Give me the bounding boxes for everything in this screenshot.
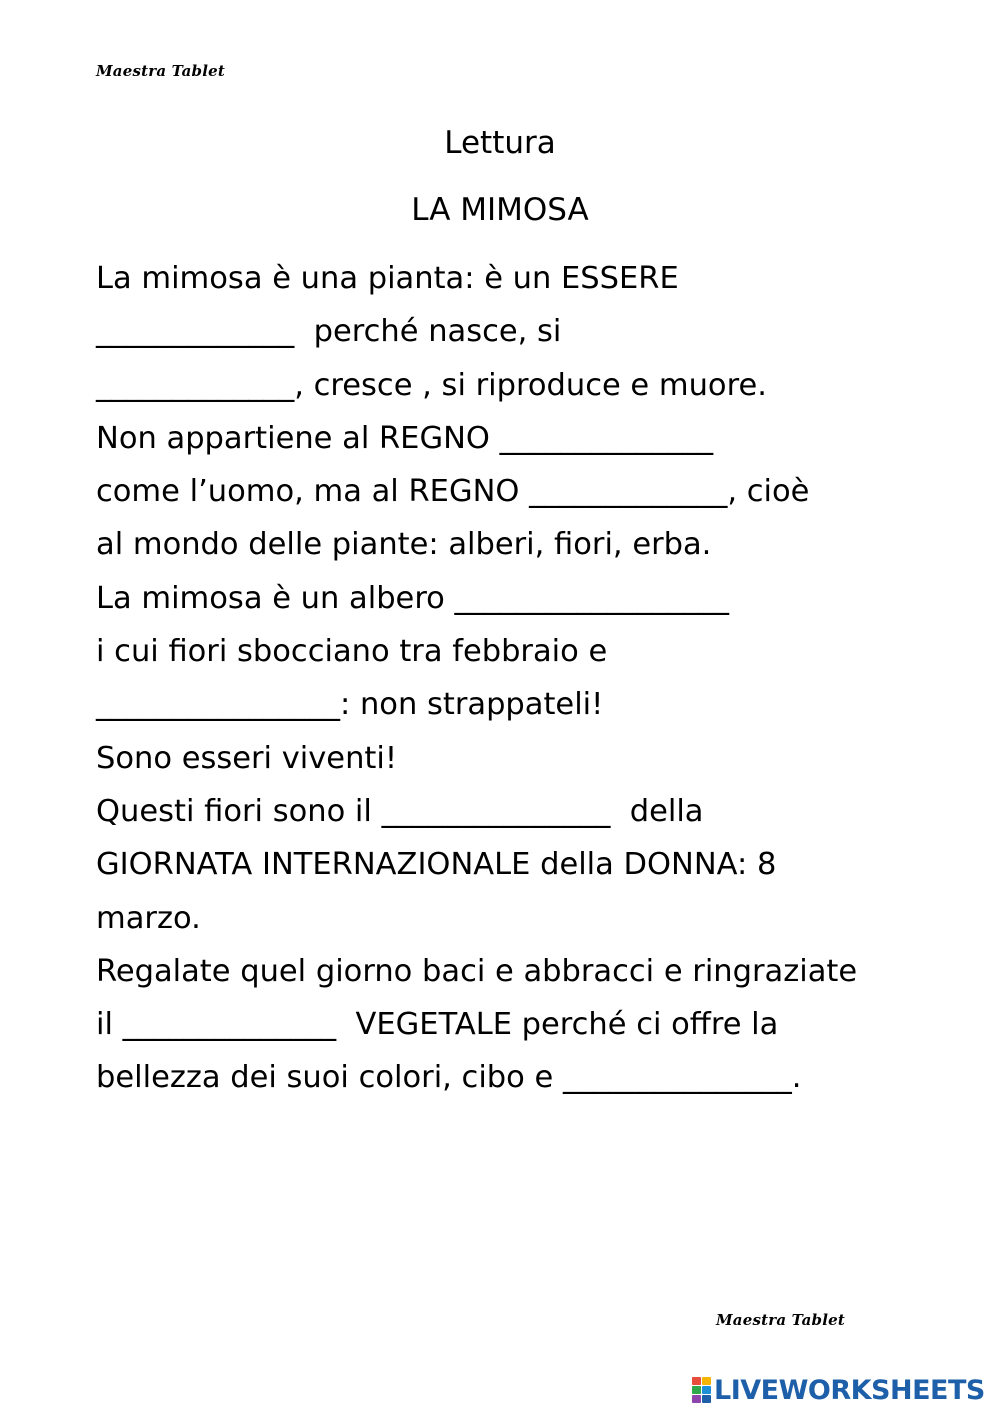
logo-cell — [702, 1386, 711, 1394]
text-line-with-blank: come l’uomo, ma al REGNO _____________, cioè — [96, 474, 810, 510]
logo-cell — [692, 1386, 701, 1394]
logo-cell — [692, 1377, 701, 1385]
text-line: al mondo delle piante: alberi, fiori, erba. — [96, 527, 712, 563]
text-line: Sono esseri viventi! — [96, 740, 398, 776]
text-line: GIORNATA INTERNAZIONALE della DONNA: 8 — [96, 847, 777, 883]
liveworksheets-logo-icon — [692, 1377, 712, 1403]
liveworksheets-brand — [692, 1375, 985, 1405]
text-line-with-blank: _____________, cresce , si riproduce e muore. — [96, 367, 767, 403]
text-line: i cui fiori sbocciano tra febbraio e — [96, 634, 608, 670]
text-line-with-blank: il ______________ VEGETALE perché ci offre la — [96, 1007, 779, 1043]
footer-signature: Maestra Tablet — [716, 1311, 845, 1329]
text-line-with-blank: ________________: non strappateli! — [96, 687, 604, 723]
section-title: Lettura — [444, 125, 556, 161]
text-line-with-blank: Non appartiene al REGNO ______________ — [96, 420, 714, 456]
logo-cell — [692, 1395, 701, 1403]
page-title: LA MIMOSA — [411, 192, 589, 228]
logo-cell — [702, 1377, 711, 1385]
text-line: marzo. — [96, 900, 201, 936]
text-line: Regalate quel giorno baci e abbracci e ringraziate — [96, 953, 858, 989]
brand-name: LIVEWORKSHEETS — [714, 1374, 985, 1406]
text-line-with-blank: _____________ perché nasce, si — [96, 314, 562, 350]
text-line-with-blank: La mimosa è un albero __________________ — [96, 580, 730, 616]
reading-text — [96, 252, 936, 1105]
logo-cell — [702, 1395, 711, 1403]
text-line-with-blank: Questi fiori sono il _______________ della — [96, 793, 704, 829]
header-signature: Maestra Tablet — [96, 62, 225, 80]
text-line-with-blank: bellezza dei suoi colori, cibo e _______________. — [96, 1060, 802, 1096]
text-line: La mimosa è una pianta: è un ESSERE — [96, 261, 679, 296]
